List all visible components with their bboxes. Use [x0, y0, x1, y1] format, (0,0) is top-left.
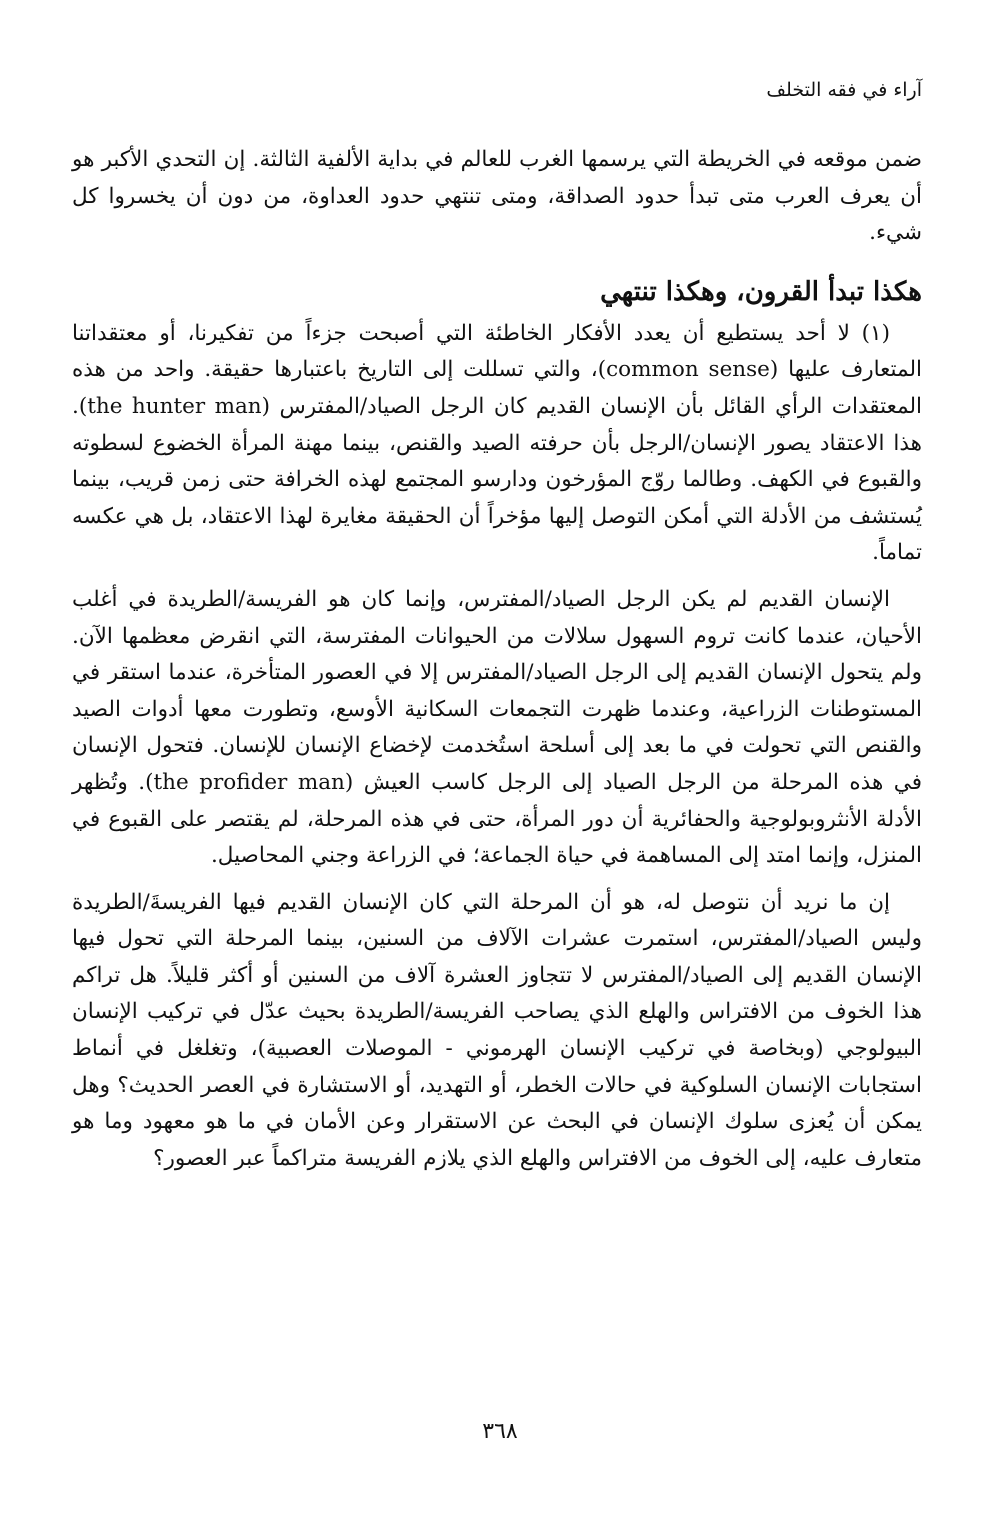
paragraph-2: الإنسان القديم لم يكن الرجل الصياد/المفترس، وإنما كان هو الفريسة/الطريدة في أغلب الأحيان، عندما كانت تروم السهول سلالات من الحيوانات المفترسة، التي انقرض معظمها الآن. ولم يتحول الإنسان القديم إلى الرجل الصياد/المفترس إلا في العصور المتأخرة، عندما استقر في المستوطنات الزراعية، وعندما ظهرت التجمعات السكانية الأوسع، وتطورت معها أدوات الصيد والقنص التي تحولت في ما بعد إلى أسلحة استُخدمت لإخضاع الإنسان للإنسان. فتحول الإنسان في هذه المرحلة من الرجل الصياد إلى الرجل كاسب العيش (the profider man). وتُظهر الأدلة الأنثروبولوجية والحفائرية أن دور المرأة، حتى في هذه المرحلة، لم يقتصر على القبوع في المنزل، وإنما امتد إلى المساهمة في حياة الجماعة؛ في الزراعة وجني المحاصيل. [72, 586, 922, 869]
page-body [72, 142, 922, 1177]
intro-paragraph: ضمن موقعه في الخريطة التي يرسمها الغرب للعالم في بداية الألفية الثالثة. إن التحدي الأكبر هو أن يعرف العرب متى تبدأ حدود الصداقة، ومتى تنتهي حدود العداوة، من دون أن يخسروا كل شيء. [72, 147, 922, 246]
running-header: آراء في فقه التخلف [766, 79, 922, 101]
section-heading: هكذا تبدأ القرون، وهكذا تنتهي [600, 276, 922, 307]
paragraph-1: (١) لا أحد يستطيع أن يعدد الأفكار الخاطئة التي أصبحت جزءاً من تفكيرنا، أو معتقداتنا المتعارف عليها (common sense)، والتي تسللت إلى التاريخ باعتبارها حقيقة. واحد من هذه المعتقدات الرأي القائل بأن الإنسان القديم كان الرجل الصياد/المفترس (the hunter man). هذا الاعتقاد يصور الإنسان/الرجل بأن حرفته الصيد والقنص، بينما مهنة المرأة الخضوع لسطوته والقبوع في الكهف. وطالما روّج المؤرخون ودارسو المجتمع لهذه الخرافة حتى زمن قريب، بينما يُستشف من الأدلة التي أمكن التوصل إليها مؤخراً أن الحقيقة مغايرة لهذا الاعتقاد، بل هي عكسه تماماً. [72, 320, 922, 566]
paragraph-3: إن ما نريد أن نتوصل له، هو أن المرحلة التي كان الإنسان القديم فيها الفريسةَ/الطريدة وليس الصياد/المفترس، استمرت عشرات الآلاف من السنين، بينما المرحلة التي تحول فيها الإنسان القديم إلى الصياد/المفترس لا تتجاوز العشرة آلاف من السنين أو أكثر قليلاً. هل تراكم هذا الخوف من الافتراس والهلع الذي يصاحب الفريسة/الطريدة بحيث عدّل في تركيب الإنسان البيولوجي (وبخاصة في تركيب الإنسان الهرموني - الموصلات العصبية)، وتغلغل في أنماط استجابات الإنسان السلوكية في حالات الخطر، أو التهديد، أو الاستشارة في العصر الحديث؟ وهل يمكن أن يُعزى سلوك الإنسان في البحث عن الاستقرار وعن الأمان في ما هو معهود وما هو متعارف عليه، إلى الخوف من الافتراس والهلع الذي يلازم الفريسة متراكماً عبر العصور؟ [72, 889, 922, 1171]
page-number: ٣٦٨ [482, 1419, 518, 1444]
